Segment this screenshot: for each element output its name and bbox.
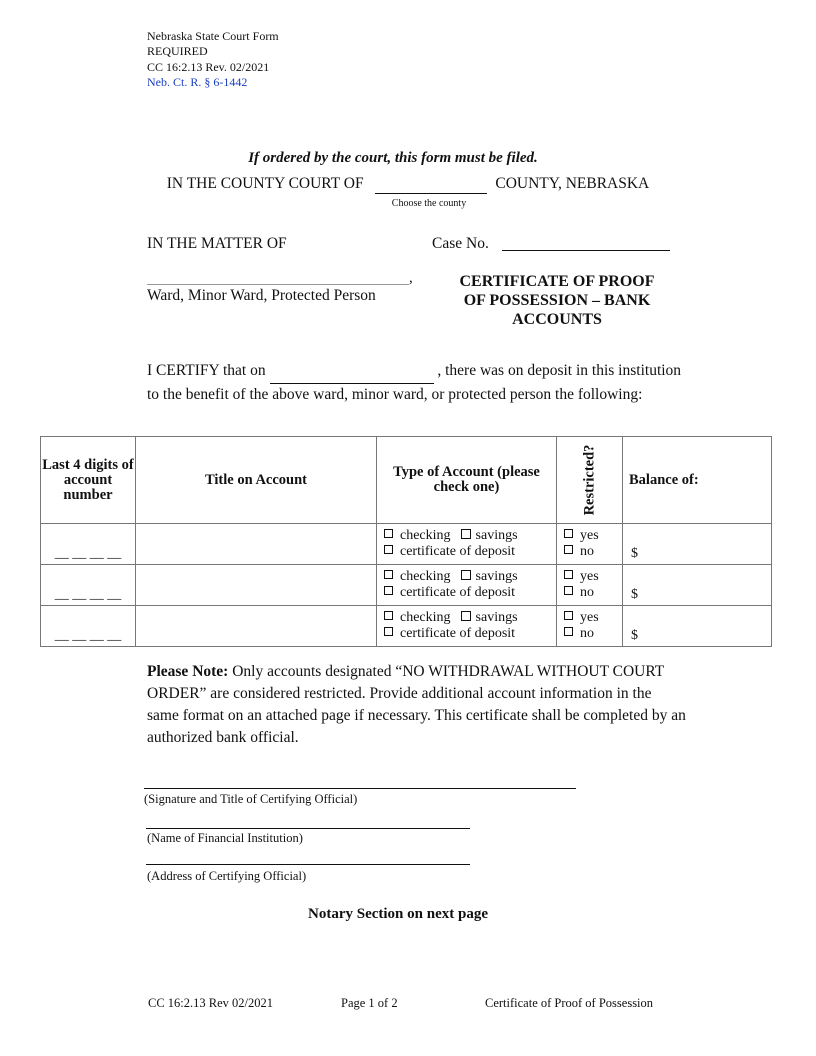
matter-label: IN THE MATTER OF — [147, 235, 287, 252]
savings-label: savings — [475, 528, 518, 543]
account-title-field[interactable] — [136, 606, 377, 647]
account-digits-field[interactable]: __ __ __ __ — [41, 606, 136, 647]
official-signature-label: (Signature and Title of Certifying Official) — [144, 792, 358, 806]
header-restricted — [557, 437, 623, 524]
filing-notice: If ordered by the court, this form must be filed. — [248, 150, 538, 166]
no-label: no — [580, 544, 594, 559]
yes-checkbox[interactable] — [564, 529, 573, 538]
no-checkbox[interactable] — [564, 586, 573, 595]
ward-label: Ward, Minor Ward, Protected Person — [147, 287, 376, 304]
table-header-row — [41, 437, 772, 524]
savings-label: savings — [475, 610, 518, 625]
required-label: REQUIRED — [147, 44, 208, 59]
ward-comma: , — [409, 270, 413, 286]
county-field[interactable] — [375, 175, 487, 194]
savings-checkbox[interactable] — [461, 529, 471, 539]
savings-checkbox[interactable] — [461, 570, 471, 580]
certify-suffix: , there was on deposit in this institution to the benefit of the above ward, minor ward, or protected person the following: — [147, 362, 682, 403]
account-digits-field[interactable]: __ __ __ __ — [41, 565, 136, 606]
balance-field[interactable]: $ — [623, 606, 772, 647]
balance-field[interactable]: $ — [623, 565, 772, 606]
rule-link[interactable]: Neb. Ct. R. § 6-1442 — [147, 74, 248, 89]
accounts-table — [40, 436, 772, 647]
account-type-options — [377, 524, 557, 565]
yes-checkbox[interactable] — [564, 611, 573, 620]
note-text: Only accounts designated “NO WITHDRAWAL WITHOUT COURT ORDER” are considered restricted. Provide additional account information in the same format on an attached page if necessary. This certificate shall be completed by an authorized bank official. — [147, 663, 686, 746]
institution-name-line[interactable] — [146, 828, 470, 829]
cd-checkbox[interactable] — [384, 545, 393, 554]
ward-name-field[interactable] — [147, 284, 409, 285]
savings-checkbox[interactable] — [461, 611, 471, 621]
cd-checkbox[interactable] — [384, 627, 393, 636]
checking-label: checking — [400, 528, 451, 543]
note-label: Please Note: — [147, 663, 229, 680]
document-title — [438, 272, 676, 329]
form-number: CC 16:2.13 Rev. 02/2021 — [147, 59, 270, 74]
official-signature-line[interactable] — [144, 788, 576, 789]
form-header — [147, 29, 279, 90]
official-address-line[interactable] — [146, 864, 470, 865]
table-row — [41, 524, 772, 565]
yes-label: yes — [580, 569, 599, 584]
header-title: Title on Account — [136, 437, 377, 524]
date-field[interactable] — [270, 360, 434, 384]
no-checkbox[interactable] — [564, 627, 573, 636]
certify-prefix: I CERTIFY that on — [147, 362, 266, 379]
checking-checkbox[interactable] — [384, 529, 393, 538]
cd-label: certificate of deposit — [400, 626, 516, 641]
balance-field[interactable]: $ — [623, 524, 772, 565]
table-row — [41, 606, 772, 647]
title-line-2: OF POSSESSION – BANK — [463, 292, 651, 309]
case-number-field[interactable] — [502, 250, 670, 251]
yes-label: yes — [580, 528, 599, 543]
header-account-number: Last 4 digits of account number — [41, 437, 136, 524]
court-caption — [0, 175, 816, 194]
yes-checkbox[interactable] — [564, 570, 573, 579]
official-address-label: (Address of Certifying Official) — [147, 869, 307, 883]
no-label: no — [580, 585, 594, 600]
cd-checkbox[interactable] — [384, 586, 393, 595]
account-type-options — [377, 606, 557, 647]
title-line-1: CERTIFICATE OF PROOF — [459, 273, 655, 290]
checking-label: checking — [400, 569, 451, 584]
notary-note: Notary Section on next page — [308, 906, 488, 922]
state-form-label: Nebraska State Court Form — [147, 29, 279, 43]
checking-label: checking — [400, 610, 451, 625]
case-number-label: Case No. — [432, 235, 489, 252]
no-checkbox[interactable] — [564, 545, 573, 554]
footer-form-name: Certificate of Proof of Possession — [485, 996, 654, 1010]
account-type-options — [377, 565, 557, 606]
savings-label: savings — [475, 569, 518, 584]
restricted-options — [557, 606, 623, 647]
title-line-3: ACCOUNTS — [512, 311, 602, 328]
checking-checkbox[interactable] — [384, 611, 393, 620]
no-label: no — [580, 626, 594, 641]
county-hint: Choose the county — [391, 198, 467, 209]
certify-statement — [147, 360, 687, 406]
please-note — [147, 661, 687, 749]
yes-label: yes — [580, 610, 599, 625]
cd-label: certificate of deposit — [400, 544, 516, 559]
header-type: Type of Account (please check one) — [377, 437, 557, 524]
account-title-field[interactable] — [136, 524, 377, 565]
account-digits-field[interactable]: __ __ __ __ — [41, 524, 136, 565]
court-suffix: COUNTY, NEBRASKA — [495, 175, 650, 192]
footer-page-number: Page 1 of 2 — [341, 996, 398, 1010]
institution-name-label: (Name of Financial Institution) — [147, 831, 303, 845]
checking-checkbox[interactable] — [384, 570, 393, 579]
court-prefix: IN THE COUNTY COURT OF — [166, 175, 364, 192]
account-title-field[interactable] — [136, 565, 377, 606]
header-balance: Balance of: — [623, 437, 772, 524]
cd-label: certificate of deposit — [400, 585, 516, 600]
table-row — [41, 565, 772, 606]
header-restricted-text: Restricted? — [581, 444, 597, 516]
restricted-options — [557, 565, 623, 606]
restricted-options — [557, 524, 623, 565]
footer-form-number: CC 16:2.13 Rev 02/2021 — [148, 996, 274, 1010]
